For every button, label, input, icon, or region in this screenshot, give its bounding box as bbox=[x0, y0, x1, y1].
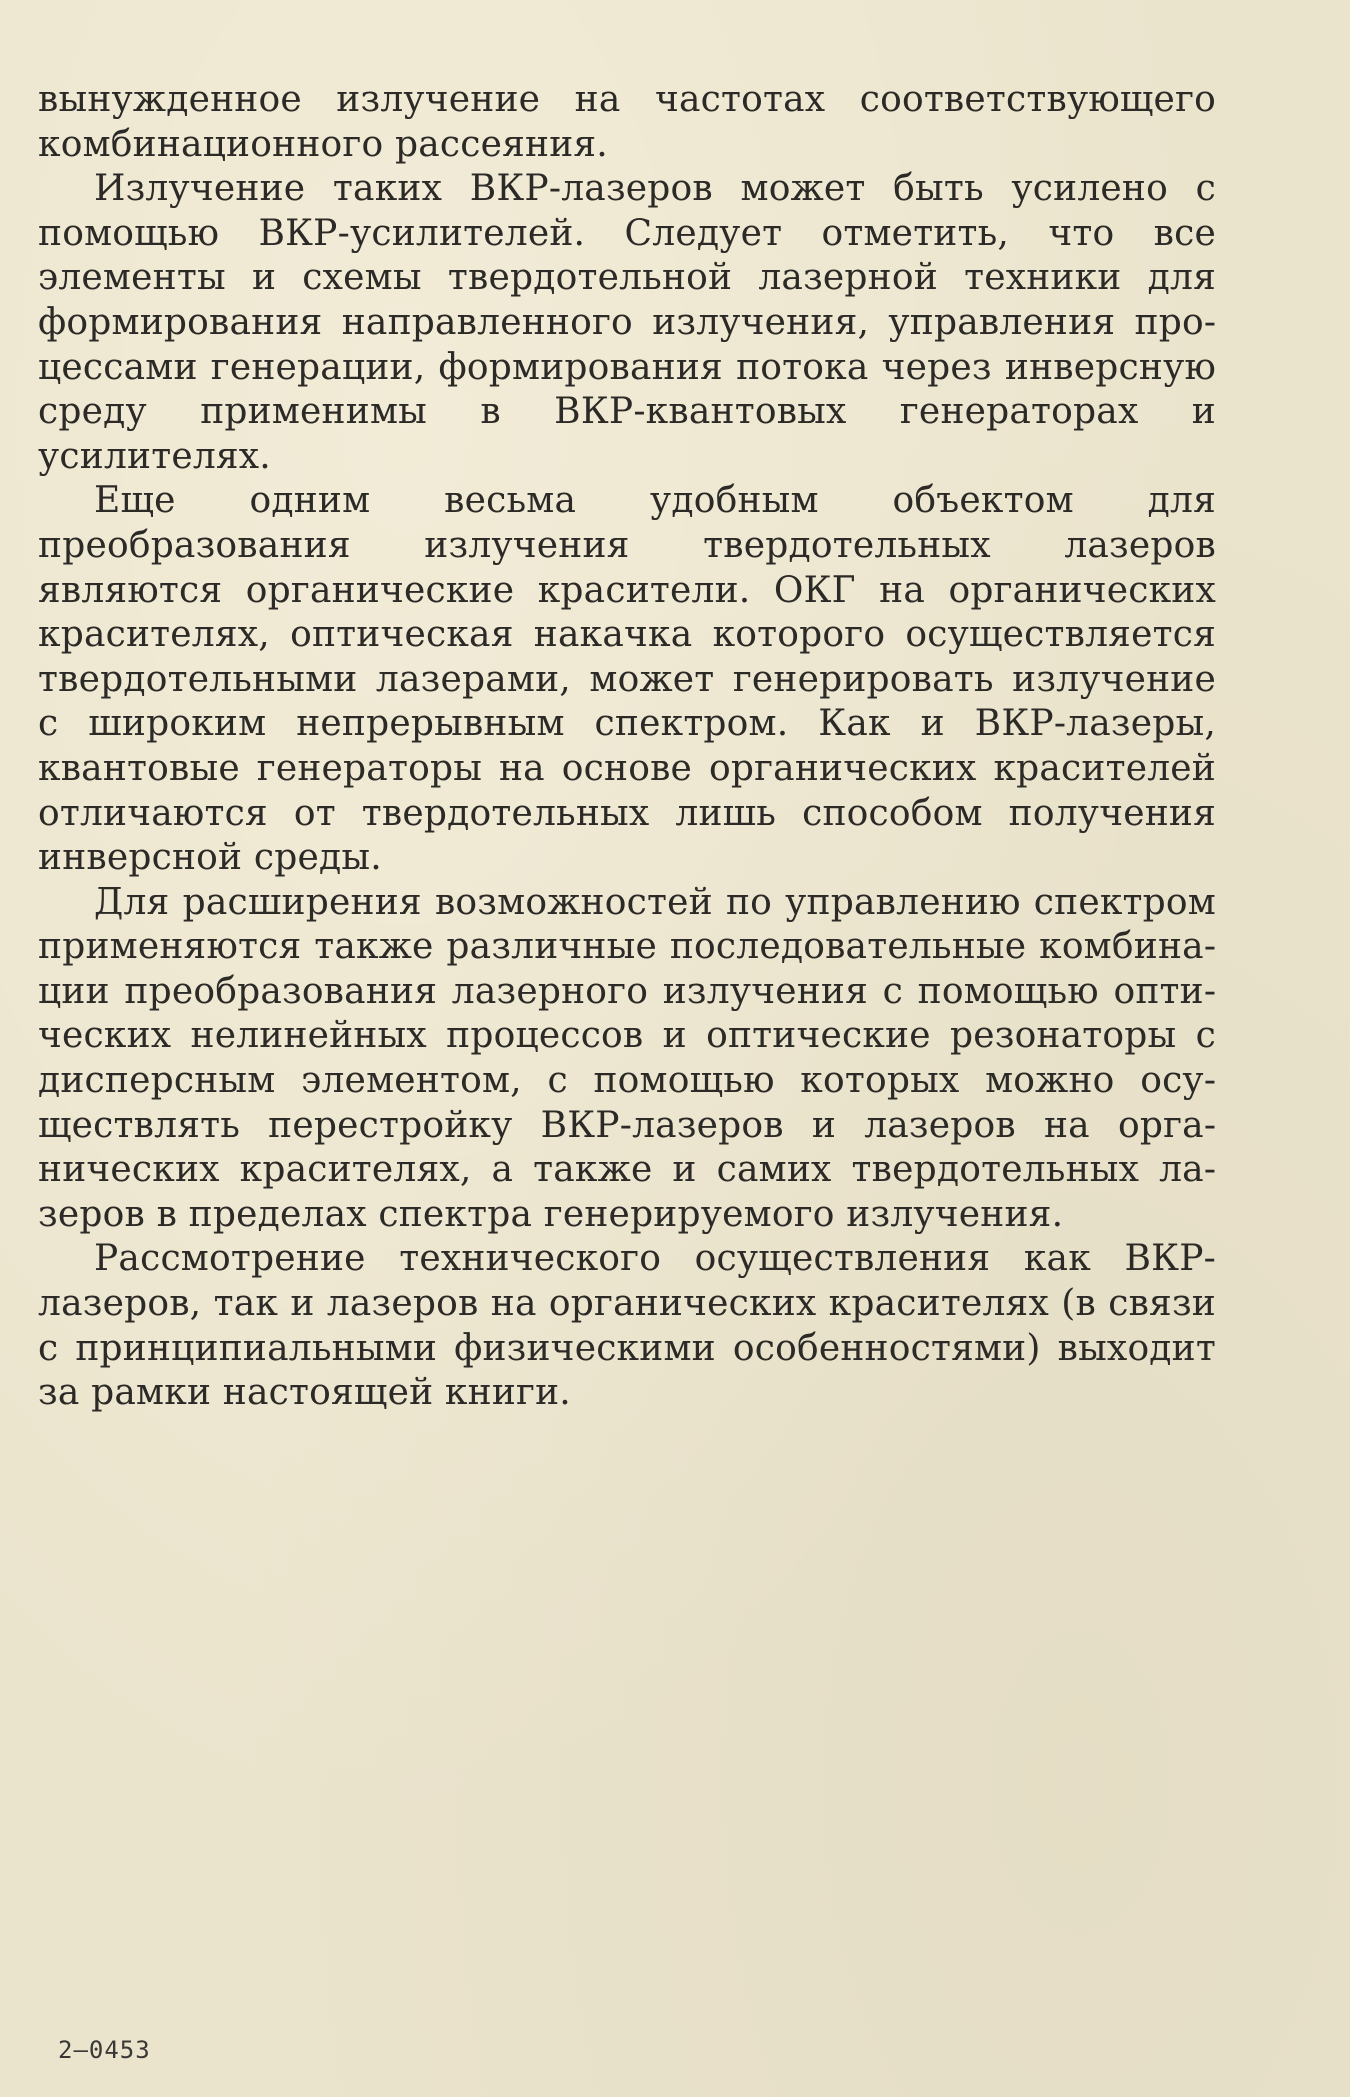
paragraph-organic-dyes: Еще одним весьма удобным объектом для преобразования излучения твердотельных лазеров являются органические красители. ОКГ на органических красителях, оптическая накачка которого осуществляется твердотельными лазерами, может генерировать излучение с широким непрерывным спектром. Как и ВКР-лазеры, квантовые генераторы на основе органических красителей отличаются от твердотельных лишь способом получения инверсной среды. bbox=[38, 480, 1216, 879]
paragraph-vkr-amplifiers: Излучение таких ВКР-лазеров может быть усилено с помощью ВКР-усилителей. Следует отметить, что все элементы и схемы твердотельной лазерной техники для формирования направленного излучения, управления процессами генерации, формирования потока через инверсную среду применимы в ВКР-квантовых генераторах и усилителях. bbox=[38, 168, 1216, 477]
body-text bbox=[38, 78, 1216, 1416]
signature-mark: 2—0453 bbox=[58, 2036, 151, 2064]
paragraph-spectrum-control: Для расширения возможностей по управлению спектром применяются также различные последовательные комбинации преобразования лазерного излучения с помощью оптических нелинейных процессов и оптические резонаторы с дисперсным элементом, с помощью которых можно осуществлять перестройку ВКР-лазеров и лазеров на органических красителях, а также и самих твердотельных лазеров в пределах спектра генерируемого излучения. bbox=[38, 881, 1216, 1235]
paragraph-continuation: вынужденное излучение на частотах соответствующего комбинационного рассеяния. bbox=[38, 79, 1216, 165]
paragraph-scope-note: Рассмотрение технического осуществления как ВКР-лазеров, так и лазеров на органических красителях (в связи с принципиальными физическими особенностями) выходит за рамки настоящей книги. bbox=[38, 1238, 1216, 1414]
